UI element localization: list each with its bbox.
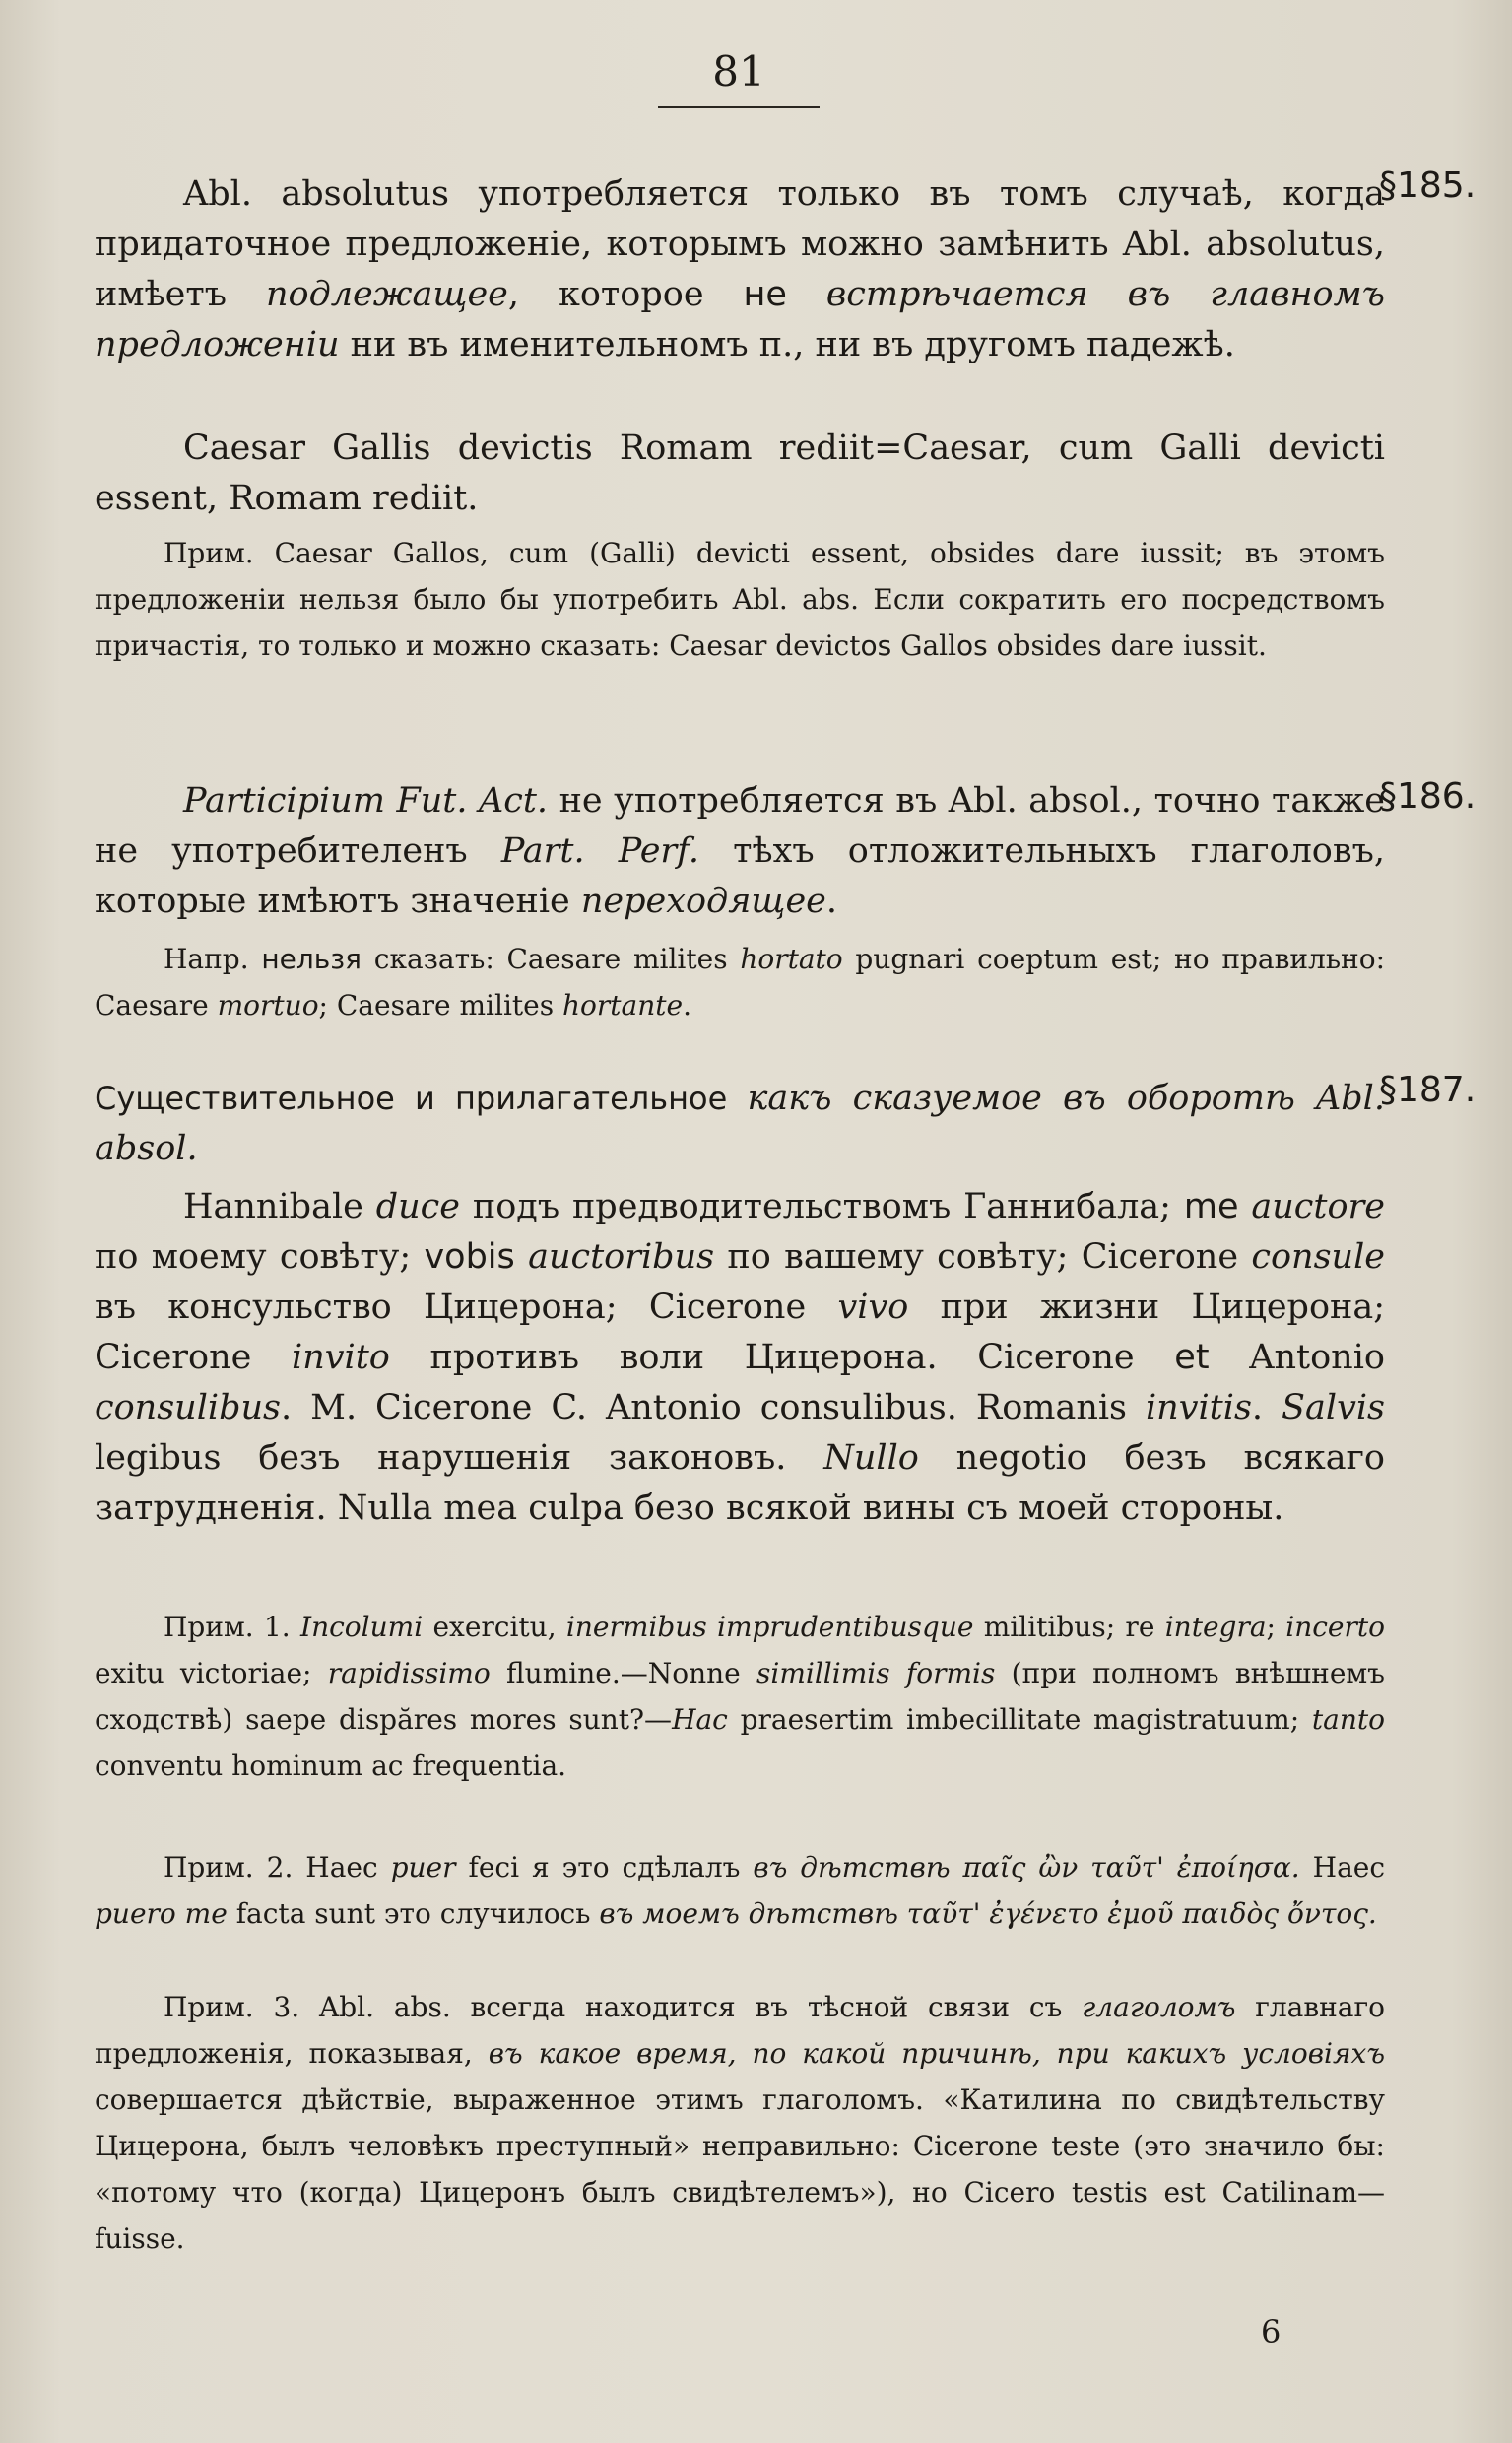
paragraph-185: Abl. absolutus употребляется только въ томъ случаѣ, когда придаточное предложеніе, которымъ можно замѣнить Abl. absolutus, имѣетъ подлежащее, которое не встрѣчается въ главномъ предложеніи ни въ именительномъ п., ни въ другомъ падежѣ. (95, 174, 1385, 364)
note-186: Напр. нельзя сказать: Caesare milites hortato pugnari coeptum est; но правильно: Caesare mortuo; Caesare milites hortante. (95, 943, 1386, 1022)
signature-mark: 6 (1261, 2313, 1282, 2350)
page-number: 81 (712, 47, 765, 96)
paragraph-186: Participium Fut. Act. не употребляется въ Abl. absol., точно также не употребителенъ Part. Perf. тѣхъ отложительныхъ глаголовъ, которые имѣютъ значеніе переходящее. (95, 781, 1385, 921)
section-187-label: §187. (1379, 1070, 1477, 1110)
paragraph-187: Hannibale duce подъ предводительствомъ Ганнибала; me auctore по моему совѣту; vobis auctoribus по вашему совѣту; Cicerone consule въ консульство Цицерона; Cicerone vivo при жизни Цицерона; Cicerone invito противъ воли Цицерона. Cicerone et Antonio consulibus. M. Cicerone C. Antonio consulibus. Romanis invitis. Salvis legibus безъ нарушенія законовъ. Nullo negotio безъ всякаго затрудненія. Nulla mea culpa безо всякой вины съ моей стороны. (95, 1187, 1385, 1528)
header-rule (658, 106, 820, 108)
section-185-label: §185. (1379, 165, 1477, 206)
example-185: Caesar Gallis devictis Romam rediit=Caesar, cum Galli devicti essent, Romam rediit. (95, 429, 1385, 518)
section-186-label: §186. (1379, 776, 1477, 817)
note-185: Прим. Caesar Gallos, cum (Galli) devicti essent, obsides dare iussit; въ этомъ предложеніи нельзя было бы употребить Abl. abs. Если сократить его посредствомъ причастія, то только и можно сказать: Caesar devictos Gallos obsides dare iussit. (95, 537, 1385, 662)
note-1: Прим. 1. Incolumi exercitu, inermibus imprudentibusque militibus; re integra; incerto exitu victoriae; rapidissimo flumine.—Nonne simillimis formis (при полномъ внѣшнемъ сходствѣ) saepe dispăres mores sunt?—Hac praesertim imbecillitate magistratuum; tanto conventu hominum ac frequentia. (95, 1611, 1385, 1782)
note-2: Прим. 2. Haec puer feci я это сдѣлалъ въ дѣтствѣ παῖς ὢν ταῦτ' ἐποίησα. Haec puero me facta sunt это случилось въ моемъ дѣтствѣ ταῦτ' ἐγένετο ἐμοῦ παιδὸς ὄντος. (95, 1851, 1386, 1930)
heading-187: Существительное и прилагательное какъ сказуемое въ оборотѣ Abl. absol. (95, 1079, 1386, 1168)
note-3: Прим. 3. Abl. abs. всегда находится въ тѣсной связи съ глаголомъ главнаго предложенія, показывая, въ какое время, по какой причинѣ, при какихъ условіяхъ совершается дѣйствіе, выраженное этимъ глаголомъ. «Катилина по свидѣтельству Цицерона, былъ человѣкъ преступный» неправильно: Cicerone teste (это значило бы: «потому что (когда) Цицеронъ былъ свидѣтелемъ»), но Cicero testis est Catilinam—fuisse. (95, 1991, 1385, 2255)
